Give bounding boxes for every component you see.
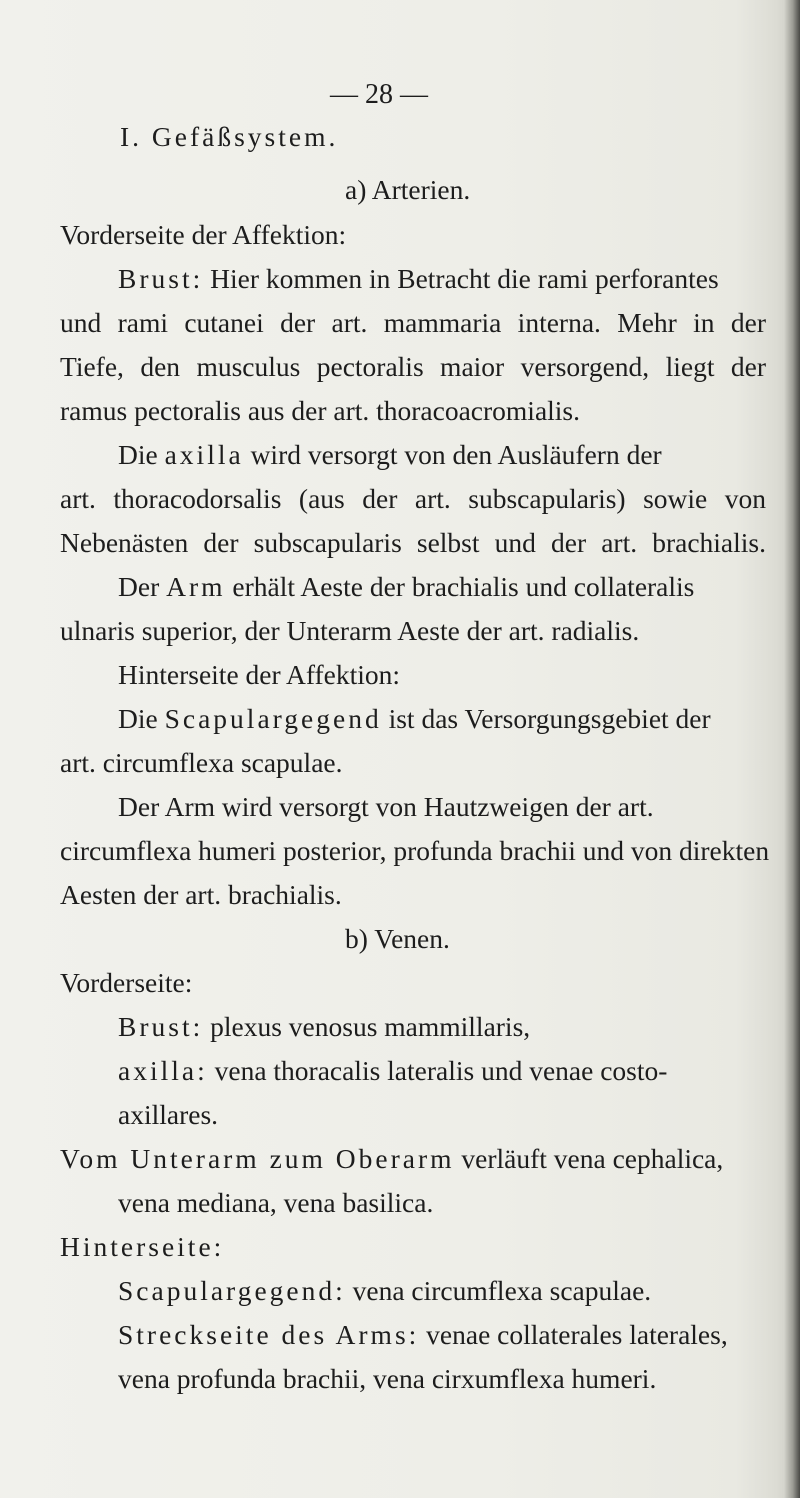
text-span: Die (118, 439, 165, 470)
subsection-heading-arterien: a) Arterien. (345, 174, 471, 205)
text-line: vena profunda brachii, vena cirxumflexa humeri. (118, 1363, 657, 1394)
text-line (118, 1318, 728, 1352)
text-span: Die (118, 703, 165, 734)
text-line: Vorderseite der Affektion: (60, 219, 347, 250)
text-span: wird versorgt von den Ausläufern der (243, 439, 662, 470)
text-line (118, 570, 694, 604)
text-line: ramus pectoralis aus der art. thoracoacromialis. (60, 395, 581, 426)
text-line: Der Arm wird versorgt von Hautzweigen der art. (118, 791, 654, 822)
text-span: Der (118, 571, 167, 602)
text-line (60, 1142, 723, 1176)
text-span: Hier kommen in Betracht die rami perforantes (203, 263, 719, 294)
text-line: ulnaris superior, der Unterarm Aeste der art. radialis. (60, 615, 640, 646)
text-span: ist das Versorgungsgebiet der (381, 703, 711, 734)
text-line: art. thoracodorsalis (aus der art. subscapularis) sowie von (60, 483, 766, 514)
text-line: Hinterseite der Affektion: (118, 659, 401, 690)
emphasis-term: Vom Unterarm zum Oberarm (60, 1143, 455, 1174)
emphasis-term: axilla (164, 439, 244, 470)
text-line: art. circumflexa scapulae. (60, 747, 343, 778)
text-line (118, 702, 711, 736)
text-line: axillares. (118, 1099, 219, 1130)
emphasis-term: axilla: (118, 1055, 208, 1086)
text-span: vena thoracalis lateralis und venae costo- (207, 1055, 668, 1086)
emphasis-term: Brust: (118, 1011, 204, 1042)
page-number: — 28 — (330, 79, 428, 110)
text-line: Tiefe, den musculus pectoralis maior versorgend, liegt der (60, 351, 766, 382)
text-line: circumflexa humeri posterior, profunda brachii und von direkten (60, 835, 770, 866)
text-line (118, 262, 719, 296)
text-line (118, 438, 662, 472)
text-line (118, 1054, 667, 1088)
text-line (118, 1010, 530, 1044)
text-line: und rami cutanei der art. mammaria interna. Mehr in der (60, 307, 766, 338)
text-line: Hinterseite: (60, 1231, 225, 1262)
text-line: vena mediana, vena basilica. (118, 1187, 434, 1218)
text-span: vena circumflexa scapulae. (345, 1275, 652, 1306)
text-span: plexus venosus mammillaris, (203, 1011, 531, 1042)
emphasis-term: Scapulargegend (164, 703, 382, 734)
emphasis-term: Arm (166, 571, 226, 602)
emphasis-term: Streckseite des Arms: (118, 1319, 420, 1350)
text-line: Aesten der art. brachialis. (60, 879, 342, 910)
text-span: venae collaterales laterales, (419, 1319, 728, 1350)
emphasis-term: Scapulargegend: (118, 1275, 346, 1306)
text-line (118, 1274, 651, 1308)
emphasis-term: Brust: (118, 263, 204, 294)
subsection-heading-venen: b) Venen. (345, 923, 450, 954)
text-span: erhält Aeste der brachialis und collateralis (225, 571, 695, 602)
page-edge-shadow (784, 0, 800, 1498)
text-span: verläuft vena cephalica, (454, 1143, 724, 1174)
text-line: Vorderseite: (60, 967, 193, 998)
section-heading: I. Gefäßsystem. (120, 121, 339, 152)
text-line: Nebenästen der subscapularis selbst und der art. brachialis. (60, 527, 766, 558)
